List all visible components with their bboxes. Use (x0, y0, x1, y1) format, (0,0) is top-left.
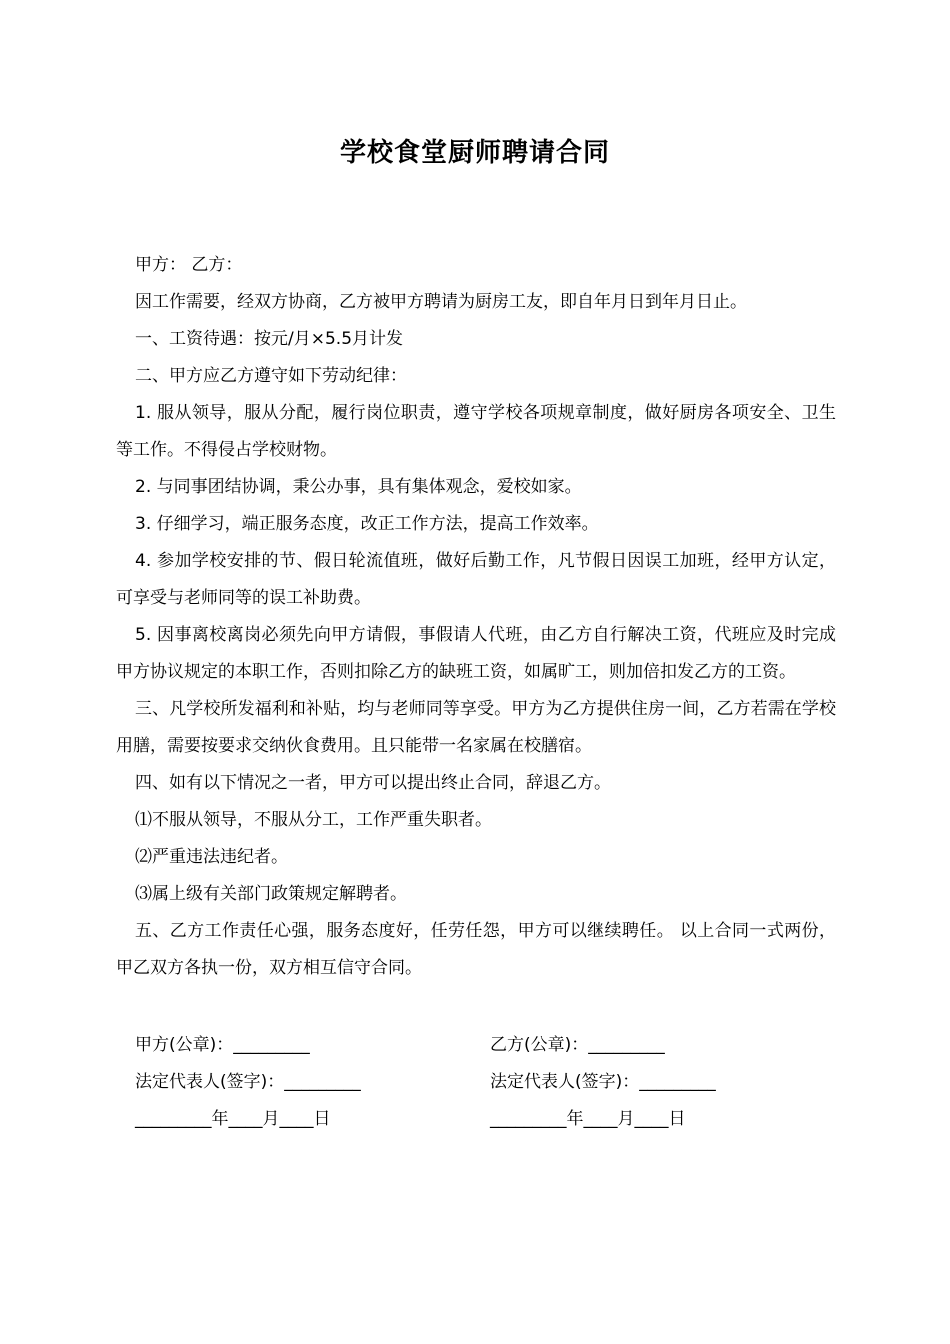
party-b-seal-field: 乙方(公章)：_________ (490, 1035, 665, 1055)
clause-2-item-1: 1. 服从领导，服从分配，履行岗位职责，遵守学校各项规章制度，做好厨房各项安全、卫生等工作。不得侵占学校财物。 (116, 403, 836, 460)
clause-4-heading: 四、如有以下情况之一者，甲方可以提出终止合同，辞退乙方。 (135, 773, 611, 793)
clause-4-item-3: ⑶属上级有关部门政策规定解聘者。 (135, 884, 407, 904)
party-a-date-field: _________年____月____日 (135, 1109, 331, 1129)
date-row (135, 1101, 855, 1138)
clause-2-item-3: 3. 仔细学习，端正服务态度，改正工作方法，提高工作效率。 (135, 514, 599, 534)
clause-2-item-5: 5. 因事离校离岗必须先向甲方请假，事假请人代班，由乙方自行解决工资，代班应及时完成甲方协议规定的本职工作，否则扣除乙方的缺班工资，如属旷工，则加倍扣发乙方的工资。 (116, 625, 836, 682)
clause-5-renewal: 五、乙方工作责任心强，服务态度好，任劳任怨，甲方可以继续聘任。 以上合同一式两份，甲乙双方各执一份，双方相互信守合同。 (116, 921, 836, 978)
clause-2-item-2: 2. 与同事团结协调，秉公办事，具有集体观念，爱校如家。 (135, 477, 582, 497)
contract-body (116, 247, 836, 987)
party-b-date-field: _________年____月____日 (490, 1109, 686, 1129)
clause-3-benefits: 三、凡学校所发福利和补贴，均与老师同等享受。甲方为乙方提供住房一间，乙方若需在学校用膳，需要按要求交纳伙食费用。且只能带一名家属在校膳宿。 (116, 699, 836, 756)
party-a-rep-field: 法定代表人(签字)：_________ (135, 1072, 361, 1092)
clause-4-item-1: ⑴不服从领导，不服从分工，工作严重失职者。 (135, 810, 492, 830)
clause-1-salary: 一、工资待遇：按元/月×5.5月计发 (135, 329, 404, 349)
intro-paragraph: 因工作需要，经双方协商，乙方被甲方聘请为厨房工友，即自年月日到年月日止。 (135, 292, 747, 312)
representative-row (135, 1064, 855, 1101)
clause-2-item-4: 4. 参加学校安排的节、假日轮流值班，做好后勤工作，凡节假日因误工加班，经甲方认定，可享受与老师同等的误工补助费。 (116, 551, 836, 608)
document-title: 学校食堂厨师聘请合同 (339, 138, 610, 168)
signature-block (135, 1027, 855, 1138)
clause-2-heading: 二、甲方应乙方遵守如下劳动纪律： (135, 366, 407, 386)
parties-line: 甲方： 乙方： (135, 255, 243, 275)
party-a-seal-field: 甲方(公章)：_________ (135, 1035, 310, 1055)
seal-row (135, 1027, 855, 1064)
clause-4-item-2: ⑵严重违法违纪者。 (135, 847, 288, 867)
party-b-rep-field: 法定代表人(签字)：_________ (490, 1072, 716, 1092)
